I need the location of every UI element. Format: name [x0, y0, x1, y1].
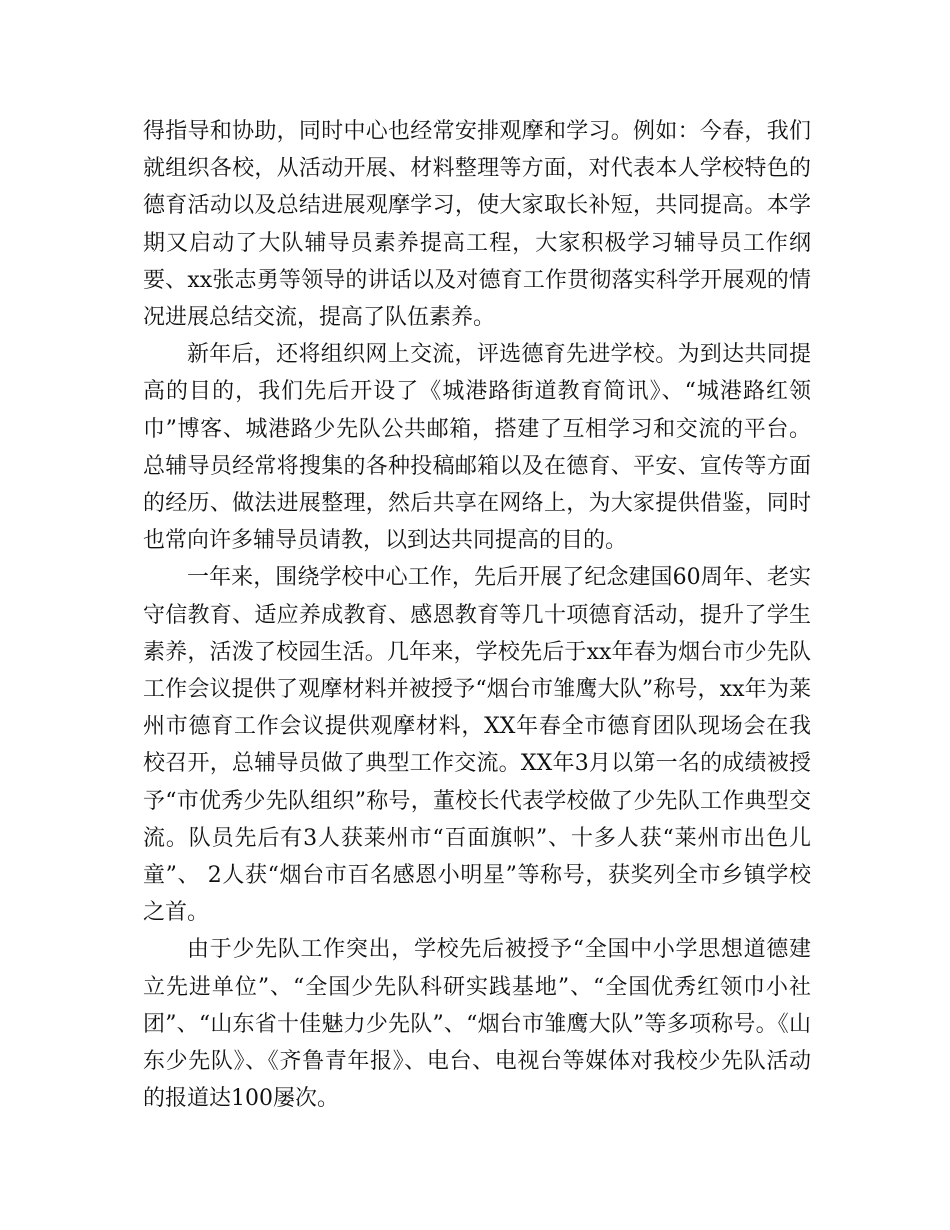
paragraph-2: 新年后，还将组织网上交流，评选德育先进学校。为到达共同提高的目的，我们先后开设了《城港路街道教育简讯》、“城港路红领巾”博客、城港路少先队公共邮箱，搭建了互相学习和交流的平台。总辅导员经常将搜集的各种投稿邮箱以及在德育、平安、宣传等方面的经历、做法进展整理，然后共享在网络上，为大家提供借鉴，同时也常向许多辅导员请教，以到达共同提高的目的。	[143, 342, 811, 554]
paragraph-4: 由于少先队工作突出，学校先后被授予“全国中小学思想道德建立先进单位”、“全国少先队科研实践基地”、“全国优秀红领巾小社团”、“山东省十佳魅力少先队”、“烟台市雏鹰大队”等多项称号。《山东少先队》、《齐鲁青年报》、电台、电视台等媒体对我校少先队活动的报道达100屡次。	[143, 937, 811, 1112]
document-body	[143, 113, 811, 1117]
paragraph-1: 得指导和协助，同时中心也经常安排观摩和学习。例如：今春，我们就组织各校，从活动开展、材料整理等方面，对代表本人学校特色的德育活动以及总结进展观摩学习，使大家取长补短，共同提高。本学期又启动了大队辅导员素养提高工程，大家积极学习辅导员工作纲要、xx张志勇等领导的讲话以及对德育工作贯彻落实科学开展观的情况进展总结交流，提高了队伍素养。	[143, 119, 811, 331]
paragraph-3: 一年来，围绕学校中心工作，先后开展了纪念建国60周年、老实守信教育、适应养成教育、感恩教育等几十项德育活动，提升了学生素养，活泼了校园生活。几年来，学校先后于xx年春为烟台市少先队工作会议提供了观摩材料并被授予“烟台市雏鹰大队”称号，xx年为莱州市德育工作会议提供观摩材料，XX年春全市德育团队现场会在我校召开，总辅导员做了典型工作交流。XX年3月以第一名的成绩被授予“市优秀少先队组织”称号，董校长代表学校做了少先队工作典型交流。队员先后有3人获莱州市“百面旗帜”、十多人获“莱州市出色儿童”、 2人获“烟台市百名感恩小明星”等称号，获奖列全市乡镇学校之首。	[143, 565, 811, 926]
